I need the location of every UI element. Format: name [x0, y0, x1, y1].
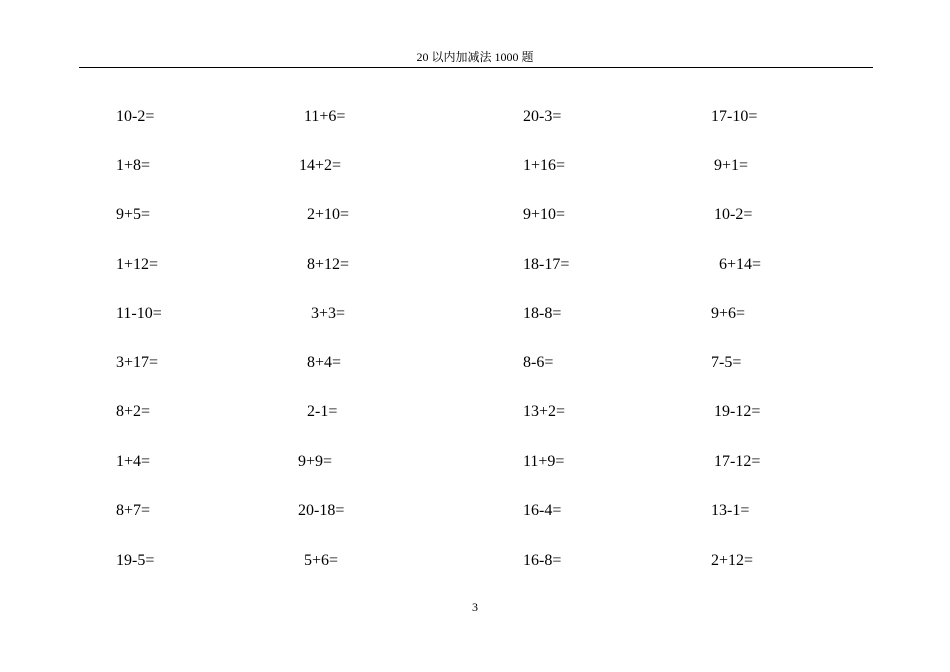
math-problem-r2-c2: 14+2= — [299, 157, 342, 174]
page-header-title: 20 以内加减法 1000 题 — [416, 50, 534, 64]
math-problem-r8-c1: 1+4= — [116, 453, 151, 470]
math-problem-r6-c1: 3+17= — [116, 354, 159, 371]
math-problem-r3-c2: 2+10= — [307, 206, 350, 223]
math-problem-r2-c1: 1+8= — [116, 157, 151, 174]
math-problem-r9-c2: 20-18= — [298, 502, 345, 519]
math-problem-r7-c3: 13+2= — [523, 403, 566, 420]
math-problem-r7-c2: 2-1= — [307, 403, 338, 420]
math-problem-r8-c4: 17-12= — [714, 453, 761, 470]
math-problem-r9-c3: 16-4= — [523, 502, 562, 519]
math-problem-r10-c3: 16-8= — [523, 552, 562, 569]
math-problem-r10-c4: 2+12= — [711, 552, 754, 569]
math-problem-r7-c4: 19-12= — [714, 403, 761, 420]
math-problem-r8-c2: 9+9= — [298, 453, 333, 470]
page-number: 3 — [472, 600, 478, 614]
math-problem-r2-c3: 1+16= — [523, 157, 566, 174]
math-problem-r6-c2: 8+4= — [307, 354, 342, 371]
math-problem-r8-c3: 11+9= — [523, 453, 565, 470]
math-problem-r5-c1: 11-10= — [116, 305, 162, 322]
math-problem-r10-c1: 19-5= — [116, 552, 155, 569]
math-problem-r4-c3: 18-17= — [523, 256, 570, 273]
math-problem-r1-c3: 20-3= — [523, 108, 562, 125]
math-problem-r3-c3: 9+10= — [523, 206, 566, 223]
math-problem-r3-c4: 10-2= — [714, 206, 753, 223]
math-problem-r1-c4: 17-10= — [711, 108, 758, 125]
math-problem-r10-c2: 5+6= — [304, 552, 339, 569]
math-problem-r1-c1: 10-2= — [116, 108, 155, 125]
math-problem-r4-c2: 8+12= — [307, 256, 350, 273]
math-problem-r5-c3: 18-8= — [523, 305, 562, 322]
math-problem-r9-c1: 8+7= — [116, 502, 151, 519]
math-problem-r1-c2: 11+6= — [304, 108, 346, 125]
math-problem-r3-c1: 9+5= — [116, 206, 151, 223]
math-problem-r6-c3: 8-6= — [523, 354, 554, 371]
math-problem-r5-c2: 3+3= — [311, 305, 346, 322]
math-problem-r9-c4: 13-1= — [711, 502, 750, 519]
math-problem-r4-c4: 6+14= — [719, 256, 762, 273]
math-problem-r7-c1: 8+2= — [116, 403, 151, 420]
math-problem-r6-c4: 7-5= — [711, 354, 742, 371]
math-problem-r4-c1: 1+12= — [116, 256, 159, 273]
math-problem-r2-c4: 9+1= — [714, 157, 749, 174]
math-problem-r5-c4: 9+6= — [711, 305, 746, 322]
